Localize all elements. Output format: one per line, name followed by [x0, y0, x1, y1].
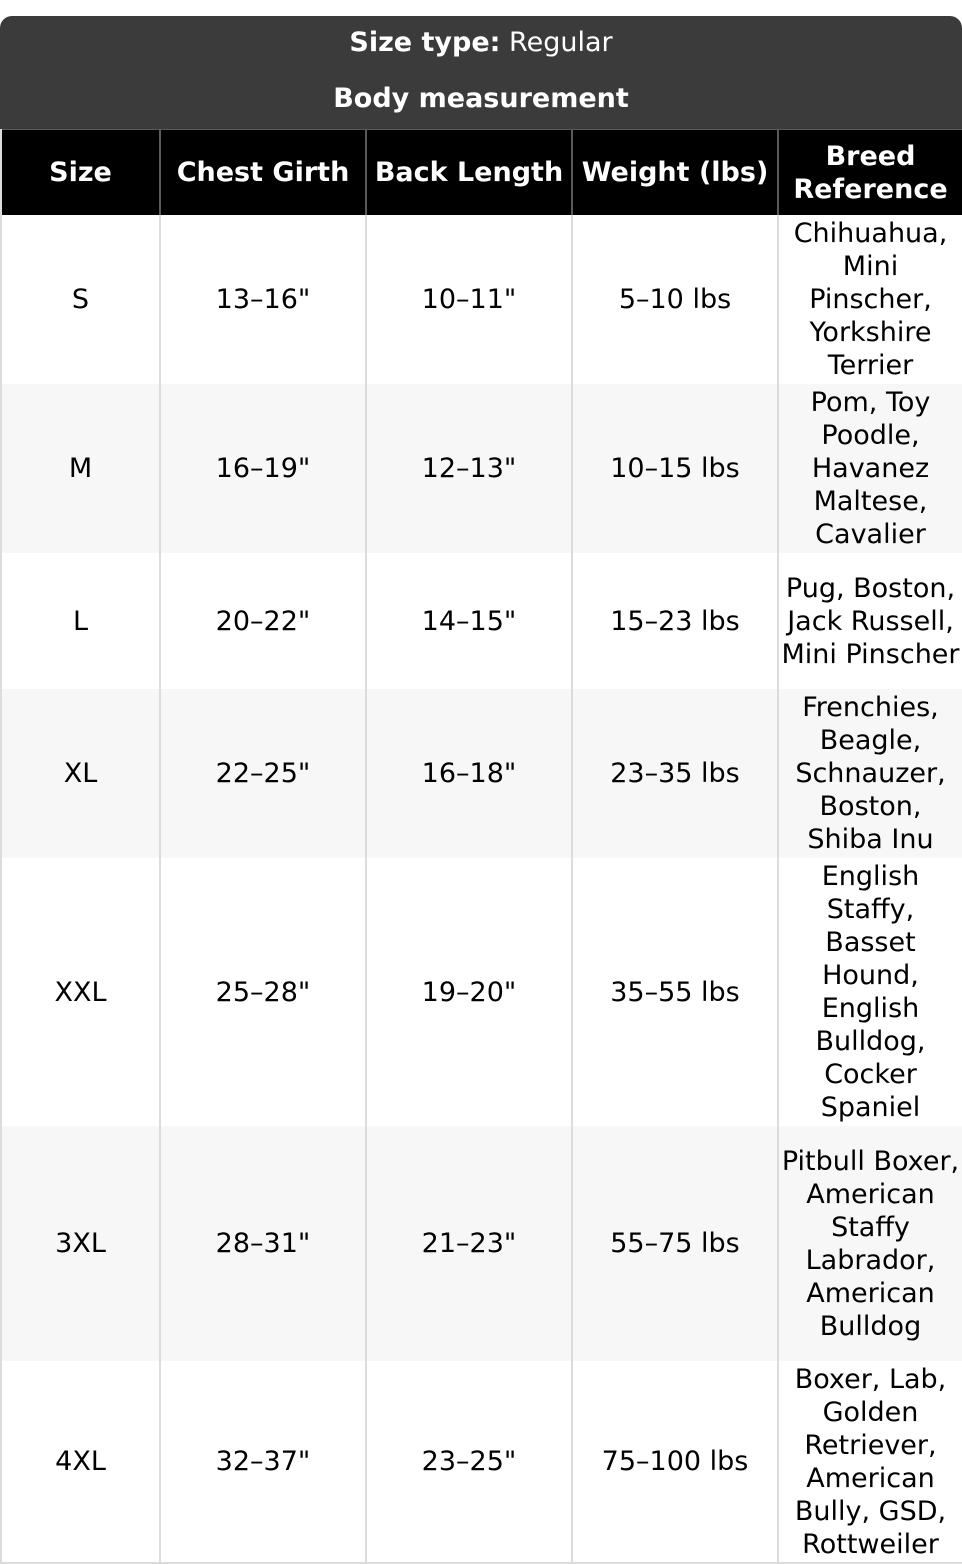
chest-cell: 28–31": [160, 1126, 366, 1361]
chest-cell: 22–25": [160, 689, 366, 858]
column-header-breed-reference: Breed Reference: [778, 130, 962, 216]
back-cell: 14–15": [366, 553, 572, 689]
table-row: [1, 553, 962, 689]
size-table: [0, 129, 962, 1564]
size-cell: 3XL: [1, 1126, 160, 1361]
table-row: [1, 384, 962, 553]
table-row: [1, 1361, 962, 1563]
weight-cell: 5–10 lbs: [572, 215, 778, 384]
breed-cell: Frenchies, Beagle, Schnauzer, Boston, Shiba Inu: [778, 689, 962, 858]
weight-cell: 15–23 lbs: [572, 553, 778, 689]
breed-cell: Chihuahua, Mini Pinscher, Yorkshire Terrier: [778, 215, 962, 384]
breed-cell: Pitbull Boxer, American Staffy Labrador, American Bulldog: [778, 1126, 962, 1361]
breed-cell: Pug, Boston, Jack Russell, Mini Pinscher: [778, 553, 962, 689]
table-row: [1, 1126, 962, 1361]
weight-cell: 10–15 lbs: [572, 384, 778, 553]
chest-cell: 13–16": [160, 215, 366, 384]
back-cell: 23–25": [366, 1361, 572, 1563]
back-cell: 19–20": [366, 858, 572, 1126]
size-type-label: Size type:: [349, 27, 501, 58]
back-cell: 16–18": [366, 689, 572, 858]
weight-cell: 55–75 lbs: [572, 1126, 778, 1361]
size-cell: M: [1, 384, 160, 553]
chest-cell: 25–28": [160, 858, 366, 1126]
size-type-value: Regular: [509, 27, 613, 58]
column-header-back-length: Back Length: [366, 130, 572, 216]
weight-cell: 75–100 lbs: [572, 1361, 778, 1563]
size-cell: S: [1, 215, 160, 384]
breed-cell: Boxer, Lab, Golden Retriever, American Bully, GSD, Rottweiler: [778, 1361, 962, 1563]
size-type-line: [0, 26, 962, 60]
back-cell: 10–11": [366, 215, 572, 384]
chart-title-bar: [0, 16, 962, 129]
table-row: [1, 215, 962, 384]
chest-cell: 32–37": [160, 1361, 366, 1563]
breed-cell: Pom, Toy Poodle, Havanez Maltese, Cavalier: [778, 384, 962, 553]
table-row: [1, 858, 962, 1126]
size-cell: XL: [1, 689, 160, 858]
chest-cell: 16–19": [160, 384, 366, 553]
table-row: [1, 689, 962, 858]
chest-cell: 20–22": [160, 553, 366, 689]
back-cell: 21–23": [366, 1126, 572, 1361]
back-cell: 12–13": [366, 384, 572, 553]
size-cell: L: [1, 553, 160, 689]
size-cell: XXL: [1, 858, 160, 1126]
table-header-row: [1, 130, 962, 216]
size-chart: [0, 16, 962, 1564]
size-cell: 4XL: [1, 1361, 160, 1563]
breed-cell: English Staffy, Basset Hound, English Bulldog, Cocker Spaniel: [778, 858, 962, 1126]
column-header-size: Size: [1, 130, 160, 216]
column-header-chest-girth: Chest Girth: [160, 130, 366, 216]
weight-cell: 35–55 lbs: [572, 858, 778, 1126]
column-header-weight: Weight (lbs): [572, 130, 778, 216]
chart-subtitle: Body measurement: [333, 83, 629, 114]
weight-cell: 23–35 lbs: [572, 689, 778, 858]
